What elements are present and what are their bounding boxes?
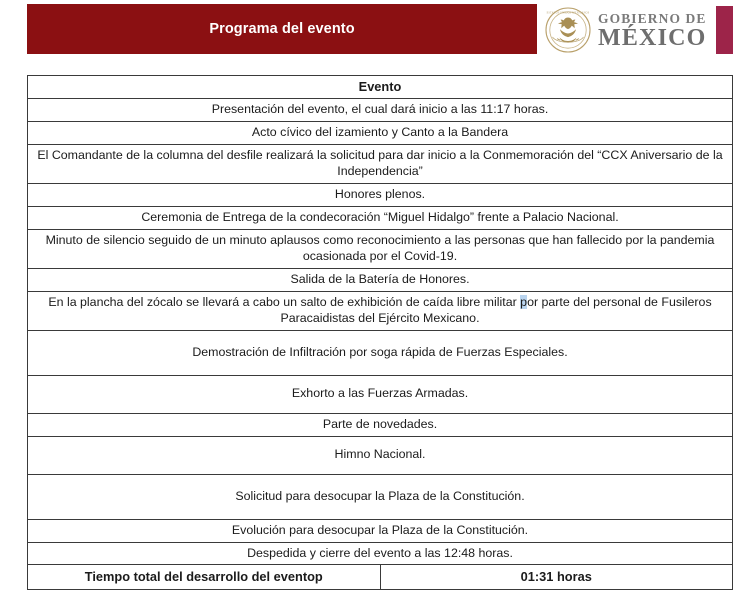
table-row bbox=[28, 207, 733, 230]
mexican-eagle-seal-icon bbox=[545, 7, 591, 53]
accent-bar bbox=[716, 6, 733, 54]
table-row bbox=[28, 474, 733, 519]
text-selection-highlight: p bbox=[520, 294, 528, 309]
event-cell: Solicitud para desocupar la Plaza de la Constitución. bbox=[28, 474, 733, 519]
table-row bbox=[28, 413, 733, 436]
total-label-cell: Tiempo total del desarrollo del eventop bbox=[28, 565, 381, 590]
table-row bbox=[28, 145, 733, 184]
table-row bbox=[28, 436, 733, 474]
title-banner bbox=[27, 4, 537, 54]
gobierno-de-mexico-logo bbox=[545, 5, 710, 55]
event-cell: El Comandante de la columna del desfile realizará la solicitud para dar inicio a la Conmemoración del “CCX Aniversario de la Independencia” bbox=[28, 145, 733, 184]
table-row bbox=[28, 542, 733, 565]
column-header-evento: Evento bbox=[28, 76, 733, 99]
page-header bbox=[0, 0, 750, 62]
event-cell: Exhorto a las Fuerzas Armadas. bbox=[28, 375, 733, 413]
event-cell: Minuto de silencio seguido de un minuto aplausos como reconocimiento a las personas que han fallecido por la pandemia ocasionada por el Covid-19. bbox=[28, 230, 733, 269]
event-text-before: En la plancha del zócalo se llevará a cabo un salto de exhibición de caída libre militar bbox=[48, 294, 521, 309]
event-cell: Honores plenos. bbox=[28, 184, 733, 207]
table-row bbox=[28, 330, 733, 375]
event-cell: Ceremonia de Entrega de la condecoración “Miguel Hidalgo” frente a Palacio Nacional. bbox=[28, 207, 733, 230]
event-text-after: or parte del personal de Fusileros Paracaidistas del Ejército Mexicano. bbox=[280, 294, 712, 325]
event-cell: Acto cívico del izamiento y Canto a la Bandera bbox=[28, 122, 733, 145]
program-table-body bbox=[28, 76, 733, 590]
event-cell: Demostración de Infiltración por soga rápida de Fuerzas Especiales. bbox=[28, 330, 733, 375]
table-total-row bbox=[28, 565, 733, 590]
event-cell: Evolución para desocupar la Plaza de la Constitución. bbox=[28, 519, 733, 542]
event-cell-with-selection bbox=[28, 291, 733, 330]
event-cell: Himno Nacional. bbox=[28, 436, 733, 474]
gobierno-wordmark bbox=[598, 10, 707, 51]
total-value-cell: 01:31 horas bbox=[380, 565, 733, 590]
table-row bbox=[28, 122, 733, 145]
table-header-row bbox=[28, 76, 733, 99]
table-row bbox=[28, 230, 733, 269]
table-row bbox=[28, 184, 733, 207]
event-cell: Despedida y cierre del evento a las 12:48 horas. bbox=[28, 542, 733, 565]
program-table bbox=[27, 75, 733, 590]
wordmark-line-1: GOBIERNO DE bbox=[598, 10, 707, 26]
wordmark-line-2: MÉXICO bbox=[598, 25, 707, 52]
event-cell: Salida de la Batería de Honores. bbox=[28, 268, 733, 291]
table-row bbox=[28, 375, 733, 413]
table-row bbox=[28, 291, 733, 330]
svg-text:ESTADOS UNIDOS MEXICANOS: ESTADOS UNIDOS MEXICANOS bbox=[546, 11, 590, 15]
event-cell: Parte de novedades. bbox=[28, 413, 733, 436]
table-row bbox=[28, 268, 733, 291]
page-title: Programa del evento bbox=[209, 21, 355, 37]
table-row bbox=[28, 519, 733, 542]
table-row bbox=[28, 99, 733, 122]
event-cell: Presentación del evento, el cual dará inicio a las 11:17 horas. bbox=[28, 99, 733, 122]
